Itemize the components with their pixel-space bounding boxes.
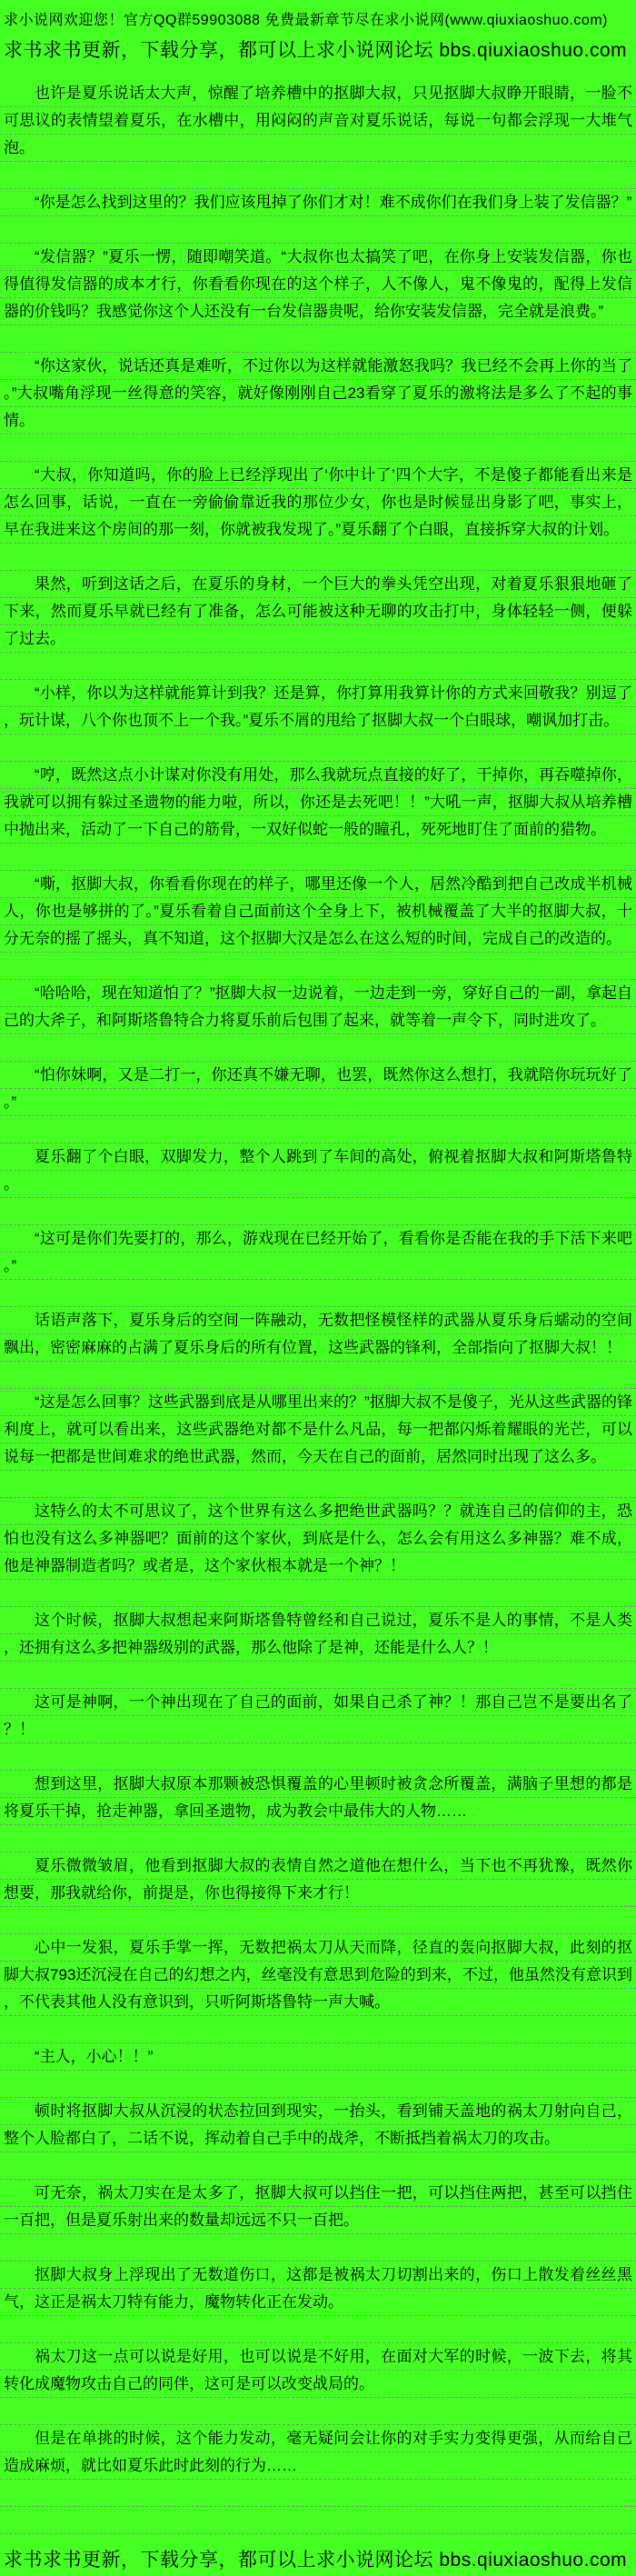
novel-paragraph: “发信器？”夏乐一愣，随即嘲笑道。“大叔你也太搞笑了吧，在你身上安装发信器，你也得值得发信器的成本才行，你看看你现在的这个样子，人不像人，鬼不像鬼的，配得上发信器的价钱吗？我感觉你这个人还没有一台发信器贵呢，给你安装发信器，完全就是浪费。” xyxy=(4,248,632,320)
forum-banner-bottom: 求书求书更新，下载分享，都可以上求小说网论坛 bbs.qiuxiaoshuo.com xyxy=(4,2550,628,2571)
novel-paragraph: “大叔，你知道吗，你的脸上已经浮现出了‘你中计了’四个大字，不是傻子都能看出来是怎么回事，话说，一直在一旁偷偷靠近我的那位少女，你也是时候显出身影了吧，事实上，早在我进来这个房间的那一刻，你就被我发现了。”夏乐翻了个白眼，直接拆穿大叔的计划。 xyxy=(4,466,632,538)
novel-paragraph: “你是怎么找到这里的？我们应该甩掉了你们才对！难不成你们在我们身上装了发信器？” xyxy=(35,194,632,211)
novel-paragraph: 果然，听到这话之后，在夏乐的身材，一个巨大的拳头凭空出现，对着夏乐狠狠地砸了下来，然而夏乐早就已经有了准备，怎么可能被这种无聊的攻击打中，身体轻轻一侧，便躲了过去。 xyxy=(4,575,632,647)
novel-paragraph: 这特么的太不可思议了，这个世界有这么多把绝世武器吗？？就连自己的信仰的主，恐怕也没有这么多神器吧？面前的这个家伙，到底是什么，怎么会有用这么多神器？难不成，他是神器制造者吗？或者是，这个家伙根本就是一个神？！ xyxy=(4,1503,632,1574)
novel-paragraph: 祸太刀这一点可以说是好用，也可以说是不好用，在面对大军的时候，一波下去，将其转化成魔物攻击自己的同伴，这可是可以改变战局的。 xyxy=(4,2348,632,2392)
ruled-line xyxy=(0,2533,636,2534)
novel-paragraph: 夏乐微微皱眉，他看到抠脚大叔的表情自然之道他在想什么，当下也不再犹豫，既然你想要，那我就给你，前提是，你也得接得下来才行！ xyxy=(4,1857,632,1902)
chapter-text xyxy=(4,80,632,2480)
novel-paragraph: “哼，既然这点小计谋对你没有用处，那么我就玩点直接的好了，干掉你，再吞噬掉你，我就可以拥有躲过圣遗物的能力啦，所以，你还是去死吧！！”大吼一声，抠脚大叔从培养槽中抛出来，活动了一下自己的筋骨，一双好似蛇一般的瞳孔，死死地盯住了面前的猎物。 xyxy=(4,766,632,838)
novel-paragraph: 这可是神啊，一个神出现在了自己的面前，如果自己杀了神？！那自己岂不是要出名了？！ xyxy=(4,1693,632,1738)
novel-paragraph: “这可是你们先要打的，那么，游戏现在已经开始了，看看你是否能在我的手下活下来吧。” xyxy=(4,1230,632,1274)
novel-paragraph: 心中一发狠，夏乐手掌一挥，无数把祸太刀从天而降，径直的轰向抠脚大叔，此刻的抠脚大叔793还沉浸在自己的幻想之内，丝毫没有意思到危险的到来，不过，他虽然没有意识到，不代表其他人没有意识到，只听阿斯塔鲁特一声大喊。 xyxy=(4,1939,632,2011)
novel-paragraph: “主人，小心！！” xyxy=(35,2048,154,2065)
novel-paragraph: 抠脚大叔身上浮现出了无数道伤口，这都是被祸太刀切割出来的，伤口上散发着丝丝黑气，这正是祸太刀特有能力，魔物转化正在发动。 xyxy=(4,2266,632,2311)
novel-paragraph: 可无奈，祸太刀实在是太多了，抠脚大叔可以挡住一把，可以挡住两把，甚至可以挡住一百把，但是夏乐射出来的数量却远远不只一百把。 xyxy=(4,2184,632,2229)
novel-paragraph: 夏乐翻了个白眼，双脚发力，整个人跳到了车间的高处，俯视着抠脚大叔和阿斯塔鲁特。 xyxy=(4,1148,632,1193)
novel-paragraph: 顿时将抠脚大叔从沉浸的状态拉回到现实，一抬头，看到铺天盖地的祸太刀射向自己，整个人脸都白了，二话不说，挥动着自己手中的战斧，不断抵挡着祸太刀的攻击。 xyxy=(4,2102,632,2147)
novel-paragraph: “怕你妹啊，又是二打一，你还真不嫌无聊，也罢，既然你这么想打，我就陪你玩玩好了。” xyxy=(4,1066,632,1111)
novel-paragraph: 想到这里，抠脚大叔原本那颗被恐惧覆盖的心里顿时被贪念所覆盖，满脑子里想的都是将夏乐干掉，抢走神器，拿回圣遗物，成为教会中最伟大的人物…… xyxy=(4,1775,632,1820)
novel-paragraph: “小样，你以为这样就能算计到我？还是算，你打算用我算计你的方式来回敬我？别逗了，玩计谋，八个你也顶不上一个我。”夏乐不屑的甩给了抠脚大叔一个白眼球，嘲讽加打击。 xyxy=(4,684,632,729)
novel-paragraph: “你这家伙，说话还真是难听，不过你以为这样就能激怒我吗？我已经不会再上你的当了。”大叔嘴角浮现一丝得意的笑容，就好像刚刚自己23看穿了夏乐的激将法是多么了不起的事情。 xyxy=(4,357,632,429)
novel-paragraph: 也许是夏乐说话太大声，惊醒了培养槽中的抠脚大叔，只见抠脚大叔睁开眼睛，一脸不可思议的表情望着夏乐，在水槽中，用闷闷的声音对夏乐说话，每说一句都会浮现一大堆气泡。 xyxy=(4,85,632,156)
novel-paragraph: 话语声落下，夏乐身后的空间一阵融动，无数把怪模怪样的武器从夏乐身后蠕动的空间飘出，密密麻麻的占满了夏乐身后的所有位置，这些武器的锋利，全部指向了抠脚大叔！！ xyxy=(4,1312,632,1356)
ruled-line xyxy=(0,2506,636,2507)
novel-paragraph: 这个时候，抠脚大叔想起来阿斯塔鲁特曾经和自己说过，夏乐不是人的事情，不是人类，还拥有这么多把神器级别的武器，那么他除了是神，还能是什么人？！ xyxy=(4,1612,632,1656)
novel-paragraph: 但是在单挑的时候，这个能力发动，毫无疑问会让你的对手实力变得更强，从而给自己造成麻烦，就比如夏乐此时此刻的行为…… xyxy=(4,2430,632,2474)
site-welcome-line: 求小说网欢迎您！官方QQ群59903088 免费最新章节尽在求小说网(www.qiuxiaoshuo.com) xyxy=(4,13,608,28)
novel-paragraph: “这是怎么回事？这些武器到底是从哪里出来的？”抠脚大叔不是傻子，光从这些武器的锋利度上，就可以看出来，这些武器绝对都不是什么凡品，每一把都闪烁着耀眼的光芒，可以说每一把都是世间难求的绝世武器，然而，今天在自己的面前，居然同时出现了这么多。 xyxy=(4,1393,632,1465)
novel-paragraph: “嘶，抠脚大叔，你看看你现在的样子，哪里还像一个人，居然冷酷到把自己改成半机械人，你也是够拼的了。”夏乐看着自己面前这个全身上下，被机械覆盖了大半的抠脚大叔，十分无奈的摇了摇头，真不知道，这个抠脚大汉是怎么在这么短的时间，完成自己的改造的。 xyxy=(4,875,632,947)
forum-banner-top: 求书求书更新，下载分享，都可以上求小说网论坛 bbs.qiuxiaoshuo.com xyxy=(4,40,628,61)
novel-paragraph: “哈哈哈，现在知道怕了？”抠脚大叔一边说着，一边走到一旁，穿好自己的一副，拿起自己的大斧子，和阿斯塔鲁特合力将夏乐前后包围了起来，就等着一声令下，同时进攻了。 xyxy=(4,984,632,1029)
